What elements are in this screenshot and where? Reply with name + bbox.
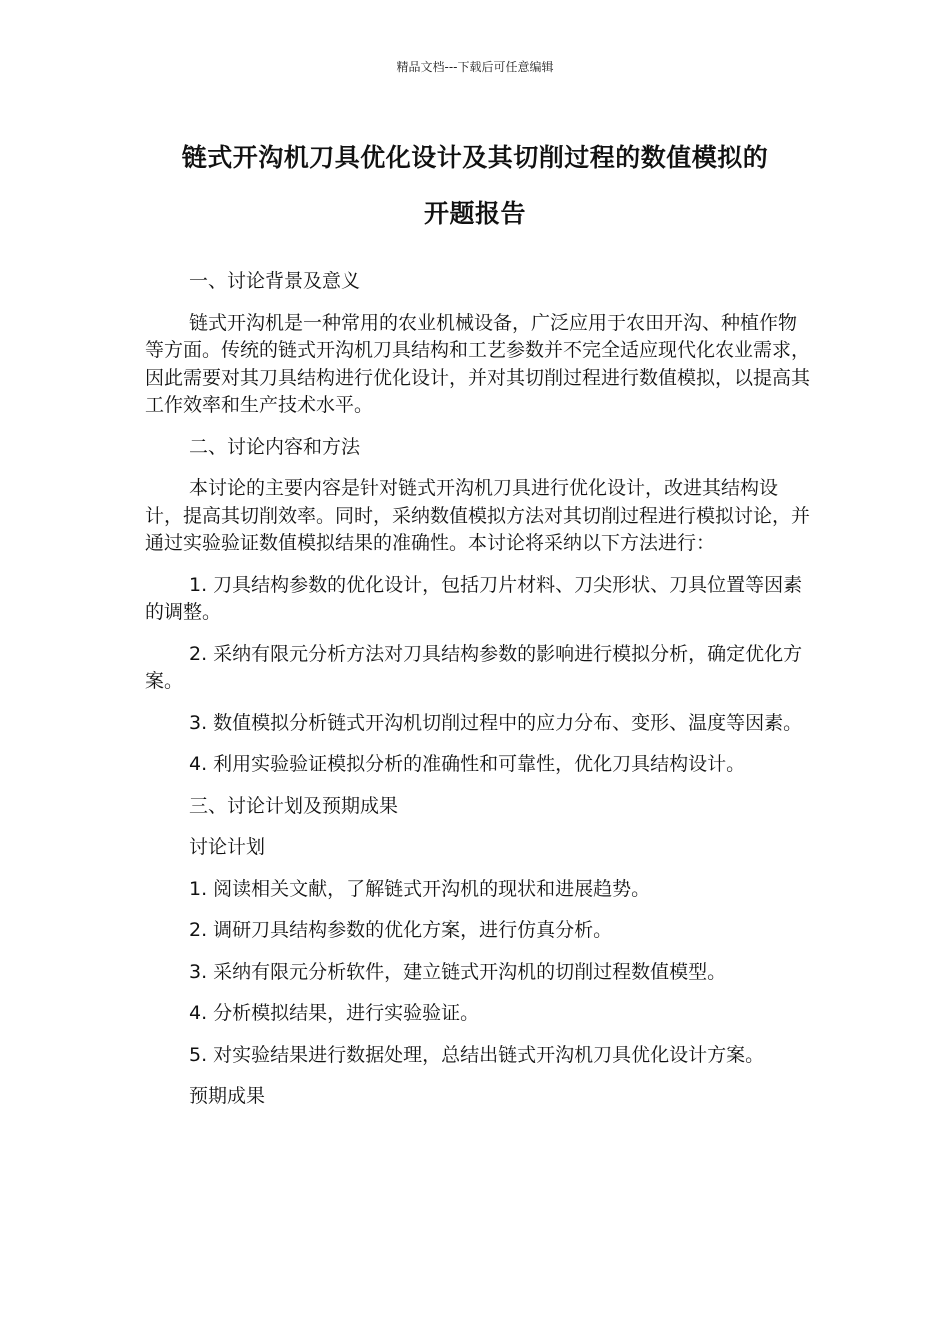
method-item-3: 3. 数值模拟分析链式开沟机切削过程中的应力分布、变形、温度等因素。 bbox=[189, 711, 803, 734]
section-heading-background: 一、讨论背景及意义 bbox=[189, 270, 361, 292]
subheading-plan: 讨论计划 bbox=[189, 836, 266, 858]
header-note: 精品文档---下载后可任意编辑 bbox=[396, 60, 554, 74]
document-body bbox=[145, 268, 810, 1125]
paragraph-background: 链式开沟机是一种常用的农业机械设备，广泛应用于农田开沟、种植作物等方面。传统的链式开沟机刀具结构和工艺参数并不完全适应现代化农业需求，因此需要对其刀具结构进行优化设计，并对其切削过程进行数值模拟，以提高其工作效率和生产技术水平。 bbox=[145, 311, 811, 416]
section-heading-plan-results: 三、讨论计划及预期成果 bbox=[189, 794, 399, 817]
method-item-1: 1. 刀具结构参数的优化设计，包括刀片材料、刀尖形状、刀具位置等因素的调整。 bbox=[145, 573, 803, 623]
paragraph-content-methods: 本讨论的主要内容是针对链式开沟机刀具进行优化设计，改进其结构设计，提高其切削效率。同时，采纳数值模拟方法对其切削过程进行模拟讨论，并通过实验验证数值模拟结果的准确性。本讨论将采纳以下方法进行： bbox=[145, 477, 811, 554]
plan-item-3: 3. 采纳有限元分析软件，建立链式开沟机的切削过程数值模型。 bbox=[189, 960, 727, 983]
plan-item-4: 4. 分析模拟结果，进行实验验证。 bbox=[189, 1002, 480, 1024]
plan-item-1: 1. 阅读相关文献，了解链式开沟机的现状和进展趋势。 bbox=[189, 877, 651, 900]
document-title-line-1: 链式开沟机刀具优化设计及其切削过程的数值模拟的 bbox=[181, 143, 769, 172]
method-item-2: 2. 采纳有限元分析方法对刀具结构参数的影响进行模拟分析，确定优化方案。 bbox=[145, 642, 803, 692]
section-heading-content-methods: 二、讨论内容和方法 bbox=[189, 435, 361, 458]
document-title-line-2: 开题报告 bbox=[423, 199, 526, 228]
subheading-expected-results: 预期成果 bbox=[189, 1085, 266, 1107]
method-item-4: 4. 利用实验验证模拟分析的准确性和可靠性，优化刀具结构设计。 bbox=[189, 753, 746, 775]
plan-item-5: 5. 对实验结果进行数据处理，总结出链式开沟机刀具优化设计方案。 bbox=[189, 1043, 765, 1066]
plan-item-2: 2. 调研刀具结构参数的优化方案，进行仿真分析。 bbox=[189, 919, 613, 941]
